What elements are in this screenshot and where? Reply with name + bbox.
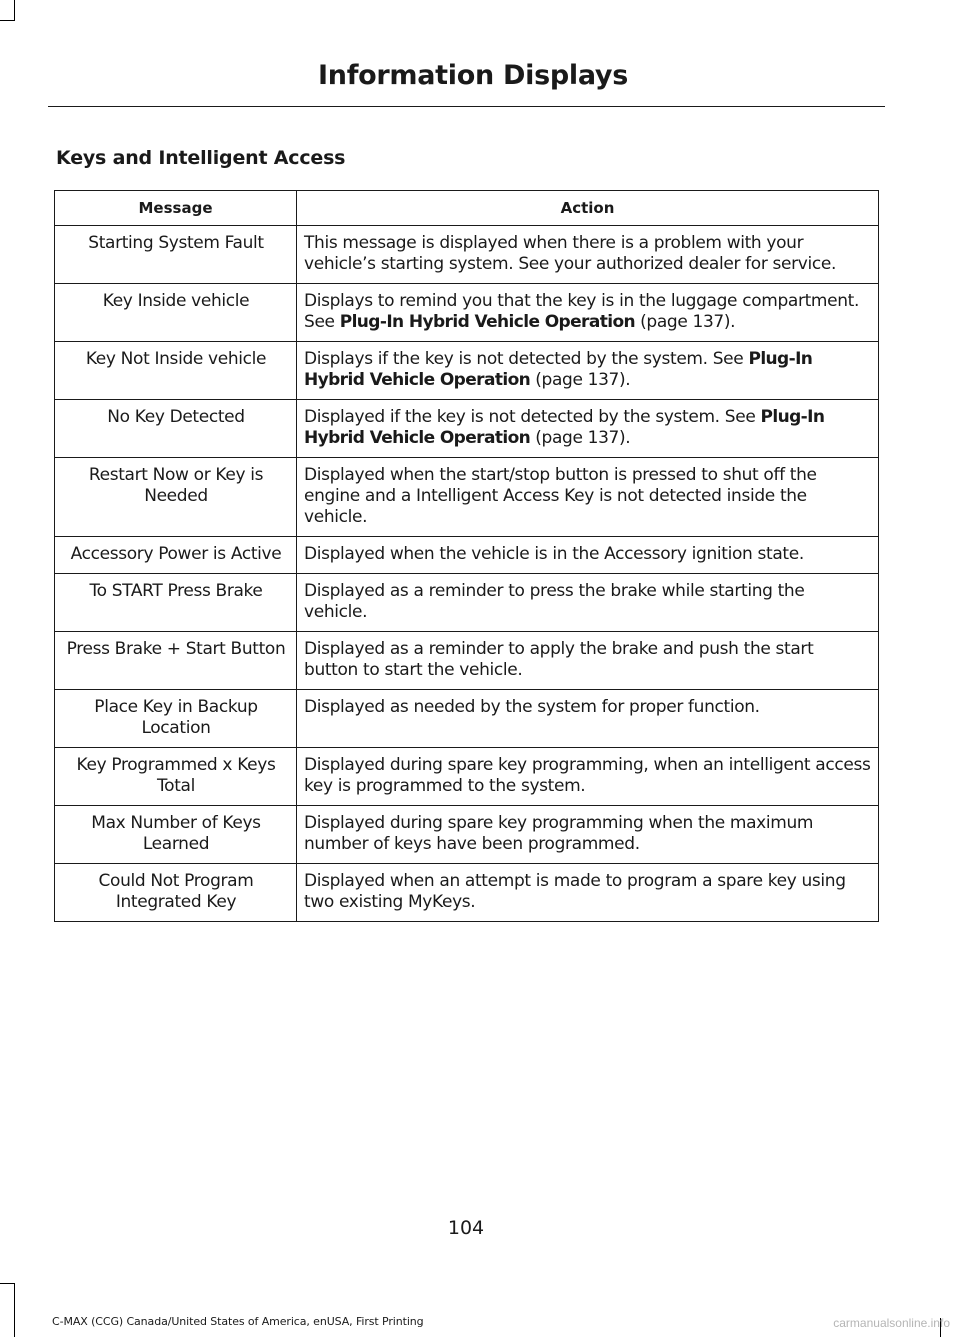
action-cell: [297, 806, 879, 864]
table-row: [55, 864, 879, 922]
action-text: This message is displayed when there is a problem with your vehicle’s starting system. See your authorized dealer for service.: [304, 233, 837, 274]
action-cell: [297, 284, 879, 342]
action-cell: [297, 574, 879, 632]
action-text: Displayed during spare key programming when the maximum number of keys have been programmed.: [304, 813, 814, 854]
messages-table: [54, 190, 879, 922]
action-text: Displays if the key is not detected by the system. See: [304, 349, 749, 369]
action-cell: [297, 690, 879, 748]
table-row: [55, 284, 879, 342]
message-cell: Place Key in Backup Location: [55, 690, 297, 748]
crop-mark-bottom-left: [14, 1283, 15, 1337]
action-cell: [297, 342, 879, 400]
action-cell: [297, 537, 879, 574]
action-text: Displayed when an attempt is made to program a spare key using two existing MyKeys.: [304, 871, 846, 912]
cross-reference-link[interactable]: Plug-In Hybrid Vehicle Operation: [339, 312, 636, 332]
message-cell: Accessory Power is Active: [55, 537, 297, 574]
action-text: Displayed when the vehicle is in the Accessory ignition state.: [304, 544, 804, 564]
table-row: [55, 748, 879, 806]
action-cell: [297, 632, 879, 690]
cross-reference-link[interactable]: Plug-In Hybrid Vehicle Operation: [304, 349, 813, 390]
table-row: [55, 574, 879, 632]
message-cell: Key Not Inside vehicle: [55, 342, 297, 400]
message-cell: Press Brake + Start Button: [55, 632, 297, 690]
action-cell: [297, 400, 879, 458]
message-cell: Starting System Fault: [55, 226, 297, 284]
cross-reference-link[interactable]: Plug-In Hybrid Vehicle Operation: [304, 407, 825, 448]
message-cell: To START Press Brake: [55, 574, 297, 632]
table-body: [55, 226, 879, 922]
action-text: Displayed as a reminder to press the brake while starting the vehicle.: [304, 581, 805, 622]
action-text: Displays to remind you that the key is in the luggage compartment. See: [304, 291, 860, 332]
page-header-title: Information Displays: [318, 60, 628, 91]
column-header-message: Message: [55, 191, 297, 226]
action-text: (page 137).: [530, 370, 631, 390]
column-header-action: Action: [297, 191, 879, 226]
message-cell: No Key Detected: [55, 400, 297, 458]
action-text: Displayed as needed by the system for proper function.: [304, 697, 760, 717]
crop-mark-bottom-left-h: [0, 1283, 15, 1284]
crop-mark-top-left-h: [0, 20, 15, 21]
table-row: [55, 458, 879, 537]
table-row: [55, 632, 879, 690]
action-text: Displayed when the start/stop button is pressed to shut off the engine and a Intelligent Access Key is not detected inside the vehicle.: [304, 465, 817, 527]
footer-text: C-MAX (CCG) Canada/United States of America, enUSA, First Printing: [52, 1315, 424, 1328]
action-text: (page 137).: [530, 428, 631, 448]
page-number: 104: [447, 1217, 485, 1239]
message-cell: Could Not Program Integrated Key: [55, 864, 297, 922]
table-row: [55, 400, 879, 458]
message-cell: Max Number of Keys Learned: [55, 806, 297, 864]
table-row: [55, 806, 879, 864]
table-row: [55, 342, 879, 400]
table-header-row: [55, 191, 879, 226]
action-cell: [297, 864, 879, 922]
action-text: Displayed during spare key programming, when an intelligent access key is programmed to the system.: [304, 755, 871, 796]
header-divider: [48, 106, 885, 107]
action-cell: [297, 226, 879, 284]
message-cell: Key Programmed x Keys Total: [55, 748, 297, 806]
action-cell: [297, 748, 879, 806]
action-text: Displayed as a reminder to apply the brake and push the start button to start the vehicle.: [304, 639, 814, 680]
action-cell: [297, 458, 879, 537]
crop-mark-top-left: [14, 0, 15, 20]
table-row: [55, 537, 879, 574]
watermark: carmanualsonline.info: [833, 1316, 950, 1330]
section-title: Keys and Intelligent Access: [56, 147, 346, 169]
action-text: Displayed if the key is not detected by the system. See: [304, 407, 761, 427]
message-cell: Restart Now or Key is Needed: [55, 458, 297, 537]
message-cell: Key Inside vehicle: [55, 284, 297, 342]
table-row: [55, 226, 879, 284]
action-text: (page 137).: [635, 312, 736, 332]
table-row: [55, 690, 879, 748]
